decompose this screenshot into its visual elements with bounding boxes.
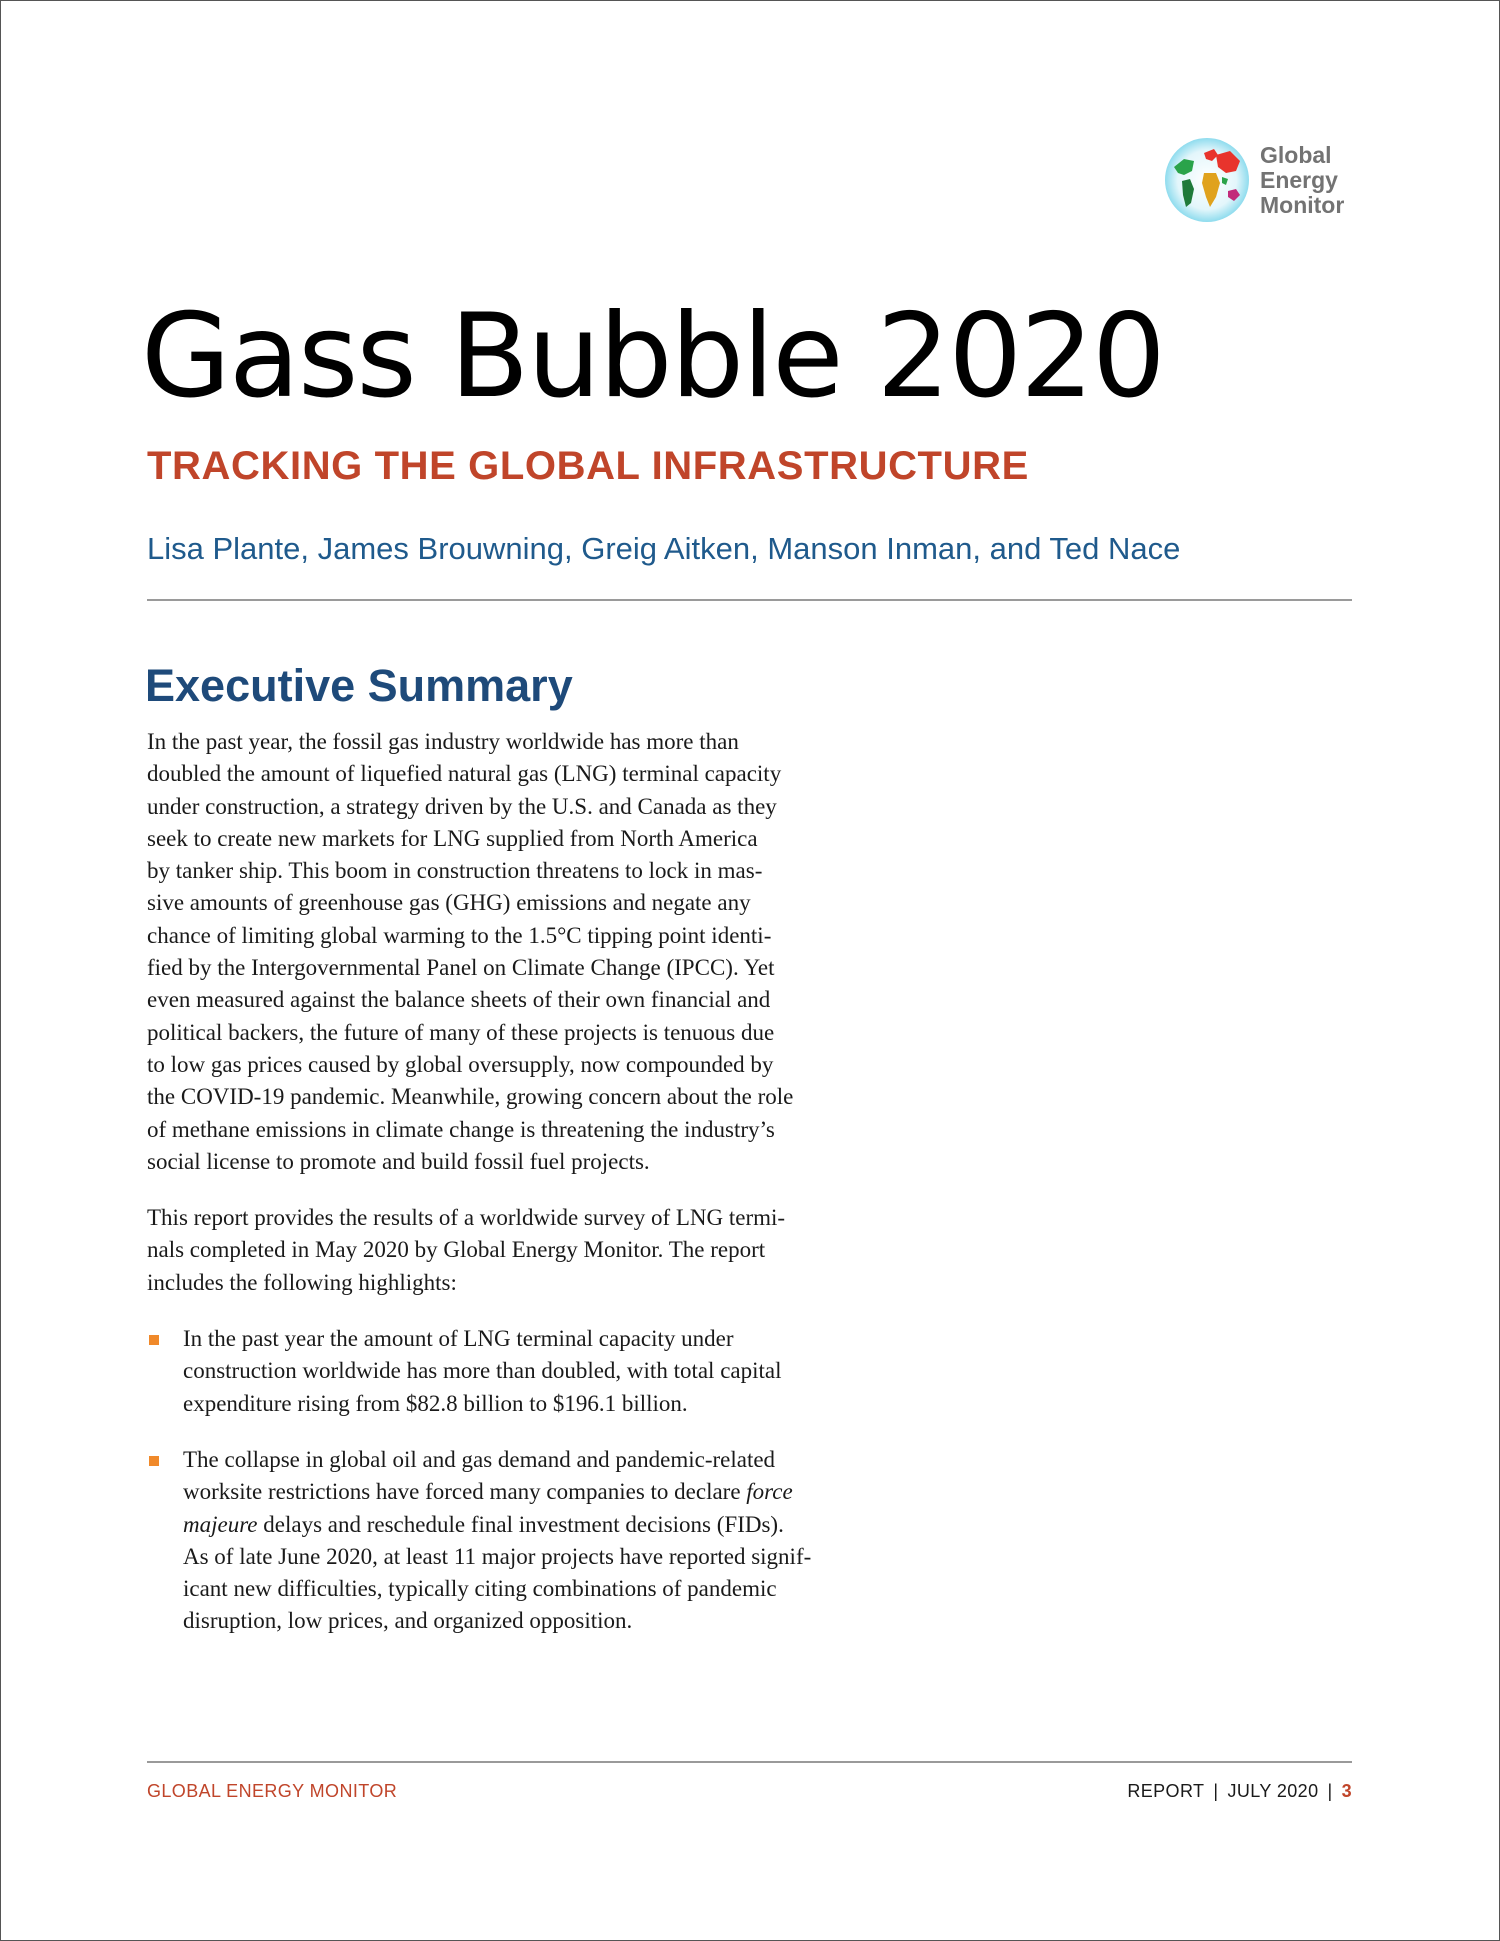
logo-line: Energy [1260,166,1338,193]
text-line: fied by the Intergovernmental Panel on Climate Change (IPCC). Yet [147,955,775,981]
summary-paragraph-2 [147,1202,891,1299]
report-title: Gass Bubble 2020 [141,289,1164,424]
text-line: political backers, the future of many of these projects is tenuous due [147,1019,775,1045]
text-line: In the past year, the fossil gas industry worldwide has more than [147,729,739,754]
footer-info [1127,1781,1352,1802]
text-line: by tanker ship. This boom in construction threatens to lock in mas- [147,858,763,884]
text-line: disruption, low prices, and organized opposition. [183,1608,633,1634]
summary-paragraph-1 [147,726,891,1178]
text-line: even measured against the balance sheets of their own financial and [147,987,771,1013]
text-line: As of late June 2020, at least 11 major projects have reported signif- [183,1543,812,1569]
footer-separator: | [1213,1781,1219,1801]
text-line: This report provides the results of a worldwide survey of LNG termi- [147,1205,786,1231]
text-line: under construction, a strategy driven by the U.S. and Canada as they [147,793,777,819]
gem-logo [1164,137,1344,223]
text-line: nals completed in May 2020 by Global Energy Monitor. The report [147,1237,766,1263]
text-line: sive amounts of greenhouse gas (GHG) emissions and negate any [147,890,751,916]
logo-line: Monitor [1260,191,1345,218]
highlights-list [147,1323,891,1638]
footer-date: JULY 2020 [1227,1781,1319,1801]
footer-divider [147,1761,1352,1763]
text-run: worksite restrictions have forced many companies to declare [183,1479,747,1505]
header-divider [147,599,1352,601]
italic-text: majeure [183,1511,258,1537]
report-subtitle: TRACKING THE GLOBAL INFRASTRUCTURE [147,444,1029,488]
section-heading: Executive Summary [145,660,573,711]
text-line [183,1509,891,1541]
text-line: includes the following highlights: [147,1269,457,1295]
text-line: seek to create new markets for LNG supplied from North America [147,825,758,851]
logo-wordmark [1260,143,1344,218]
footer-report-label: REPORT [1127,1781,1205,1801]
square-bullet-icon [149,1335,159,1345]
list-item [147,1444,891,1638]
text-line: The collapse in global oil and gas demand and pandemic-related [183,1446,776,1472]
italic-text: force [746,1479,793,1505]
square-bullet-icon [149,1456,159,1466]
list-item [147,1323,891,1420]
logo-line: Global [1260,141,1332,168]
text-line: icant new difficulties, typically citing combinations of pandemic [183,1576,777,1602]
text-line: the COVID-19 pandemic. Meanwhile, growing concern about the role [147,1084,794,1110]
text-line: expenditure rising from $82.8 billion to $196.1 billion. [183,1390,688,1416]
page-number: 3 [1341,1781,1352,1801]
summary-body [147,726,891,1638]
text-line: to low gas prices caused by global oversupply, now compounded by [147,1051,774,1077]
footer-publisher: GLOBAL ENERGY MONITOR [147,1781,398,1801]
footer-separator: | [1327,1781,1333,1801]
text-run: delays and reschedule final investment decisions (FIDs). [257,1511,784,1537]
text-line: chance of limiting global warming to the 1.5°C tipping point identi- [147,922,772,948]
text-line: construction worldwide has more than doubled, with total capital [183,1358,782,1384]
text-line: social license to promote and build fossil fuel projects. [147,1148,650,1174]
text-line: doubled the amount of liquefied natural gas (LNG) terminal capacity [147,761,782,787]
report-authors: Lisa Plante, James Brouwning, Greig Aitken, Manson Inman, and Ted Nace [147,531,1181,566]
globe-icon [1164,137,1250,223]
text-line: In the past year the amount of LNG terminal capacity under [183,1326,734,1352]
text-line: of methane emissions in climate change is threatening the industry’s [147,1116,775,1142]
text-line [183,1476,891,1508]
